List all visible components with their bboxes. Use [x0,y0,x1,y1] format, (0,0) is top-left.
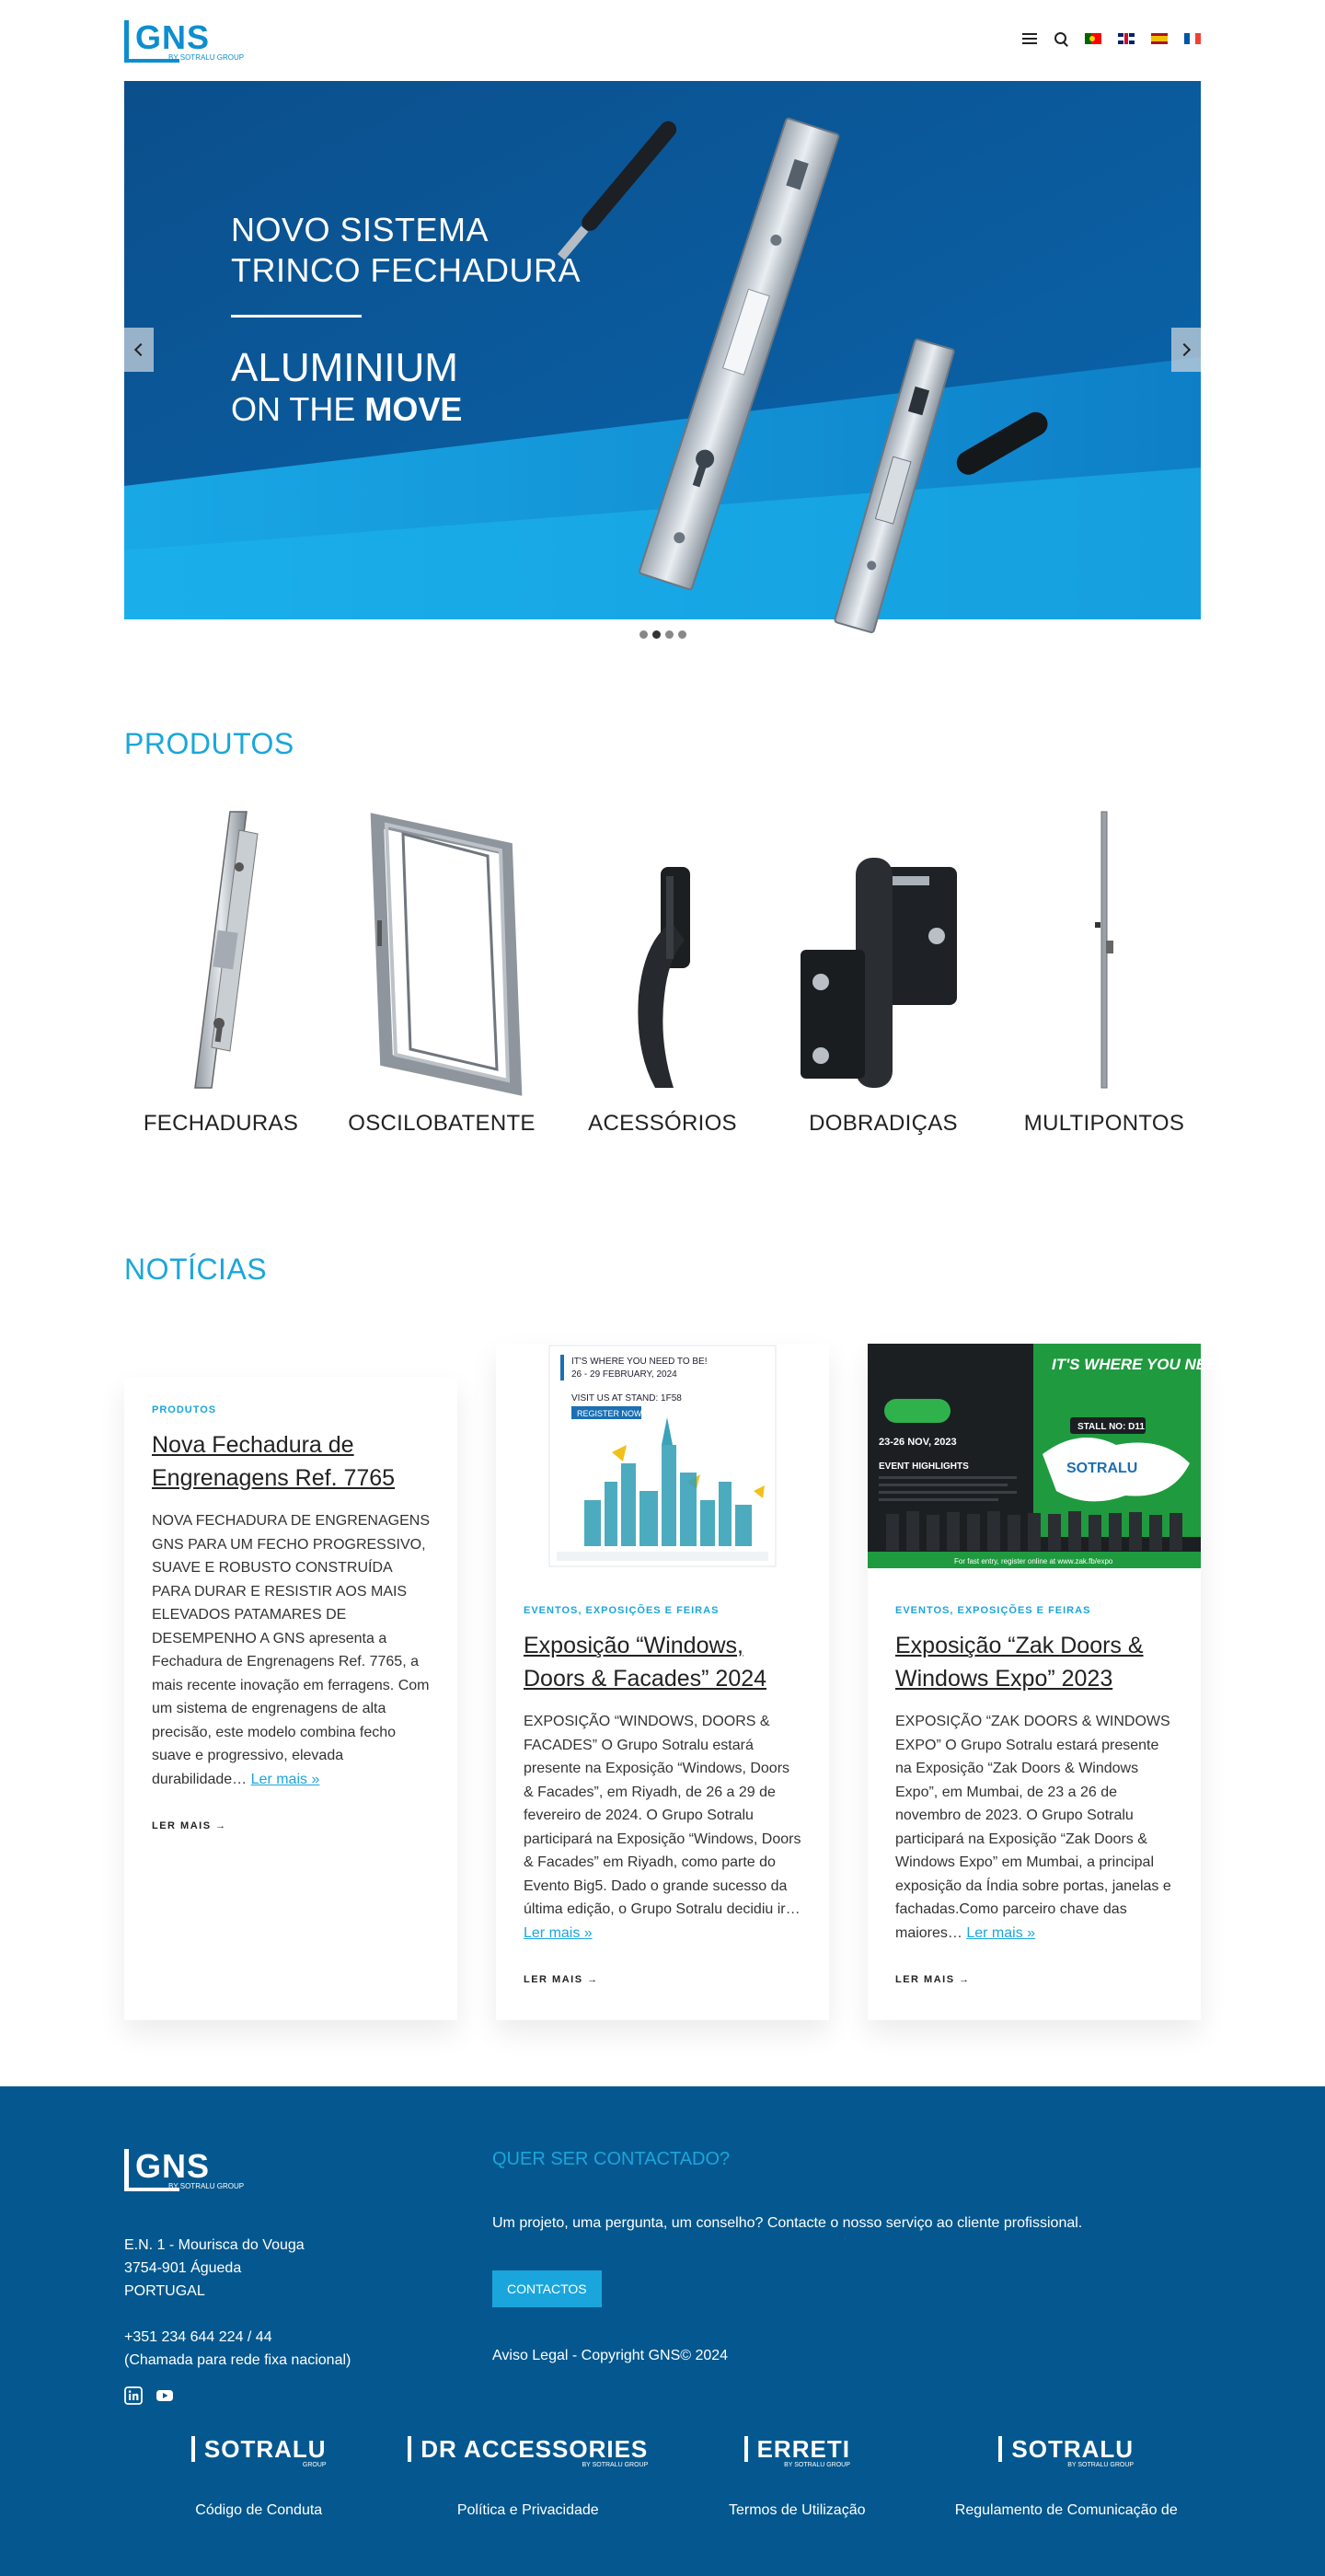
slide-line-1: NOVO SISTEMA [231,211,490,248]
product-label: DOBRADIÇAS [809,1111,958,1136]
news-card-1 [124,1377,457,2020]
sotralu-logo-2[interactable] [998,2436,1134,2471]
slide-subline-light: ON THE [231,390,365,428]
contact-title: QUER SER CONTACTADO? [492,2149,731,2169]
logo-text: GNS [135,2147,211,2185]
multipoint-bar-icon [1008,807,1201,1092]
hero-slider [124,81,1201,619]
logo-text: GNS [135,18,211,56]
news-card-2 [496,1344,829,2020]
poster-line-3: VISIT US AT STAND: 1F58 [571,1393,682,1404]
link-codigo-conduta[interactable]: Código de Conduta [195,2502,323,2518]
news-image-wdf[interactable] [496,1344,829,1568]
footer-address [124,2234,305,2303]
product-acessorios[interactable] [566,807,759,1137]
logo-sub: BY SOTRALU GROUP [168,53,245,62]
news-category[interactable]: EVENTOS, EXPOSIÇÕES E FEIRAS [524,1605,720,1616]
poster-headline: IT'S WHERE YOU NEED TO BE! [1052,1356,1285,1373]
poster-footer: For fast entry, register online at www.zak.fb/expo [954,1557,1113,1565]
link-termos-utilizacao[interactable]: Termos de Utilização [729,2502,866,2518]
site-footer [0,2086,1325,2576]
slider-next-button[interactable] [1171,328,1201,372]
address-line: E.N. 1 - Mourisca do Vouga [124,2237,305,2253]
news-cards [124,1344,1285,2020]
poster-dates: 23-26 NOV, 2023 [879,1437,957,1448]
poster-event: EVENT HIGHLIGHTS [879,1461,969,1472]
ler-mais-label: LER MAIS [895,1974,955,1985]
news-category[interactable]: PRODUTOS [152,1404,217,1415]
product-multipontos[interactable] [1008,807,1201,1137]
sotralu-logo[interactable] [191,2436,327,2471]
gns-logo[interactable] [124,18,253,64]
brand-sotralu [124,2436,394,2519]
brand-name: ERRETI [744,2436,850,2462]
news-excerpt [524,1710,801,1945]
product-label: ACESSÓRIOS [588,1111,737,1136]
ler-mais-button[interactable] [152,1820,227,1831]
news-category[interactable]: EVENTOS, EXPOSIÇÕES E FEIRAS [895,1605,1091,1616]
group-brands [124,2436,1201,2519]
news-excerpt [152,1509,430,1791]
news-excerpt-text: EXPOSIÇÃO “ZAK DOORS & WINDOWS EXPO” O Grupo Sotralu estará presente na Exposição “Zak Doors & Windows Expo”, em Mumbai, de 23 a 26 de novembro de 2023. O Grupo Sotralu participará na Exposição “Zak Doors & Windows Expo” em Mumbai, a principal exposição da Índia sobre portas, janelas e fachadas.Como parceiro chave das maiores… [895,1714,1171,1941]
products-section [124,727,1201,1137]
products-grid [124,807,1201,1137]
slider-dots [124,630,1201,639]
youtube-icon[interactable] [156,2386,174,2405]
logo-bar [124,2149,129,2189]
linkedin-icon[interactable] [124,2386,143,2405]
flag-fr-icon[interactable] [1184,33,1201,44]
brand-sub: BY SOTRALU GROUP [784,2462,850,2468]
slider-dot-1[interactable] [639,630,648,639]
product-label: MULTIPONTOS [1023,1111,1185,1136]
poster-button: REGISTER NOW [577,1409,642,1418]
window-handle-icon [566,807,759,1092]
chevron-left-icon [134,343,147,356]
read-more-link[interactable]: Ler mais » [524,1924,593,1941]
logo-sub: BY SOTRALU GROUP [168,2182,245,2190]
read-more-link[interactable]: Ler mais » [250,1771,320,1787]
news-title: NOTÍCIAS [124,1253,268,1286]
hinge-icon [787,807,980,1092]
logo-bar [124,20,129,61]
slider-dot-3[interactable] [665,630,674,639]
products-title: PRODUTOS [124,727,294,760]
footer-inner [124,2086,1201,2576]
news-title-link[interactable]: Exposição “Zak Doors & Windows Expo” 2023 [895,1633,1144,1692]
ler-mais-label: LER MAIS [152,1820,212,1831]
product-label: OSCILOBATENTE [348,1111,536,1136]
product-label: FECHADURAS [143,1111,299,1136]
poster-line-1: IT'S WHERE YOU NEED TO BE! [571,1357,708,1367]
dr-accessories-logo[interactable] [408,2436,648,2471]
slide-caption [231,210,581,428]
menu-icon[interactable] [1022,33,1037,44]
site-header [124,0,1201,81]
flag-es-icon[interactable] [1151,33,1168,44]
slide-headline: ALUMINIUM [231,345,458,390]
ler-mais-button[interactable] [895,1974,971,1985]
social-links [124,2386,174,2405]
hero-slider-section [124,81,1201,639]
brand-name: SOTRALU [998,2436,1134,2462]
news-title-link[interactable]: Nova Fechadura de Engrenagens Ref. 7765 [152,1432,396,1491]
read-more-link[interactable]: Ler mais » [966,1924,1036,1941]
slide-line-2: TRINCO FECHADURA [231,251,582,289]
copyright: Aviso Legal - Copyright GNS© 2024 [492,2348,729,2363]
product-oscilobatente[interactable] [345,807,538,1137]
news-excerpt [895,1710,1173,1945]
slider-dot-4[interactable] [678,630,686,639]
link-politica-privacidade[interactable]: Política e Privacidade [456,2502,599,2518]
link-regulamento-comunicacao[interactable]: Regulamento de Comunicação de [954,2502,1178,2518]
brand-sub: GROUP [302,2462,327,2468]
slide-subline-bold: MOVE [364,390,463,428]
brand-dr-accessories [394,2436,663,2519]
product-fechaduras[interactable] [124,807,317,1137]
chevron-right-icon [1178,343,1191,356]
poster-stall: STALL NO: D11 [1077,1422,1145,1432]
news-card-3 [868,1344,1285,2020]
ler-mais-label: LER MAIS [524,1974,583,1985]
tilt-turn-window-icon [345,807,538,1092]
poster-line-2: 26 - 29 FEBRUARY, 2024 [571,1369,677,1380]
phone-number[interactable]: +351 234 644 224 / 44 [124,2329,272,2345]
brand-name: SOTRALU [191,2436,327,2462]
ler-mais-button[interactable] [524,1974,599,1985]
address-line: PORTUGAL [124,2283,205,2299]
news-section [124,1253,1285,2020]
product-dobradicas[interactable] [787,807,980,1137]
slider-prev-button[interactable] [124,328,154,372]
lock-body-icon [124,807,317,1092]
contactos-button[interactable]: CONTACTOS [492,2270,602,2307]
footer-gns-logo[interactable] [124,2147,271,2199]
poster-brand: SOTRALU [1066,1461,1138,1476]
news-image-zak[interactable] [868,1344,1285,1568]
brand-sub: BY SOTRALU GROUP [1067,2462,1135,2468]
flag-pt-icon[interactable] [1085,33,1101,44]
brand-name: DR ACCESSORIES [408,2436,648,2462]
news-excerpt-text: NOVA FECHADURA DE ENGRENAGENS GNS PARA UM FECHO PROGRESSIVO, SUAVE E ROBUSTO CONSTRUÍDA PARA DURAR E RESISTIR AOS MAIS ELEVADOS PATAMARES DE DESEMPENHO A GNS apresenta a Fechadura de Engrenagens Ref. 7765, a mais recente inovação em ferragens. Com um sistema de engrenagens de alta precisão, este modelo combina fecho suave e progressivo, elevada durabilidade… [152,1513,430,1787]
arrow-right-icon: → [215,1820,227,1831]
arrow-right-icon: → [959,1974,971,1985]
news-excerpt-text: EXPOSIÇÃO “WINDOWS, DOORS & FACADES” O Grupo Sotralu estará presente na Exposição “Windows, Doors & Facades”, em Riyadh, de 26 a 29 de fevereiro de 2024. O Grupo Sotralu participará na Exposição “Windows, Doors & Facades” em Riyadh, como parte do Evento Big5. Dado o grande sucesso da última edição, o Grupo Sotralu decidiu ir… [524,1714,801,1917]
header-tools [1022,31,1201,46]
arrow-right-icon: → [587,1974,599,1985]
erreti-logo[interactable] [744,2436,850,2471]
phone-note: (Chamada para rede fixa nacional) [124,2352,351,2368]
contact-text: Um projeto, uma pergunta, um conselho? Contacte o nosso serviço ao cliente profissional. [492,2215,1083,2231]
slider-dot-2[interactable] [652,630,661,639]
slide-subline [231,391,581,428]
footer-phone [124,2326,351,2372]
brand-erreti [662,2436,932,2519]
brand-sotralu-2 [932,2436,1202,2519]
address-line: 3754-901 Águeda [124,2260,242,2276]
flag-en-icon[interactable] [1118,33,1135,44]
search-icon[interactable] [1054,31,1068,46]
slide-divider [231,315,362,318]
brand-sub: BY SOTRALU GROUP [582,2462,649,2468]
news-title-link[interactable]: Exposição “Windows, Doors & Facades” 2024 [524,1633,767,1692]
